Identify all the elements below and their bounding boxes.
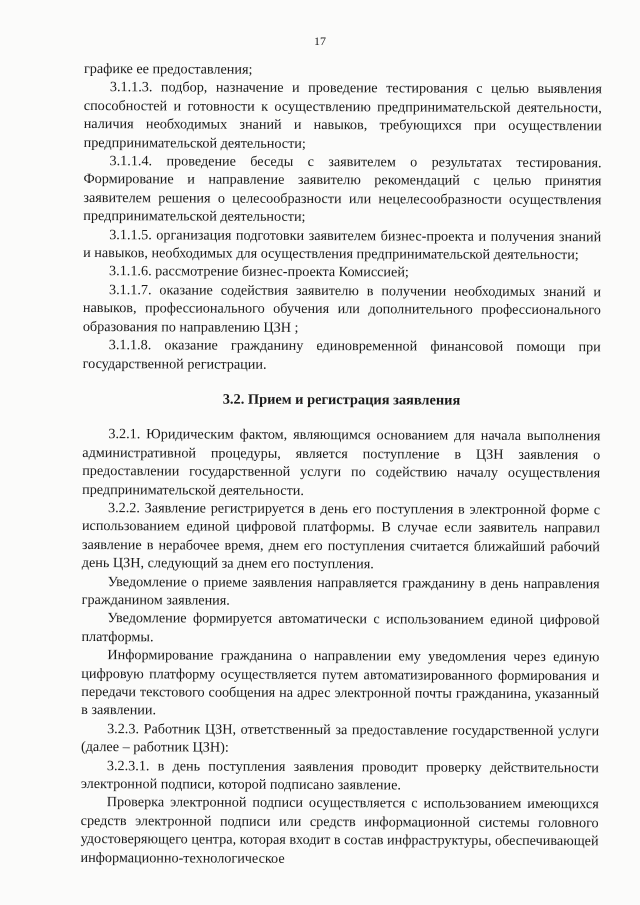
paragraph: Уведомление формируется автоматически с использованием единой цифровой платформы.	[81, 610, 600, 646]
paragraph: 3.1.1.4. проведение беседы с заявителем о результатах тестирования. Формирование и направление заявителю рекомендаций с целью принятия заявителем решения о целесообразности или нецелесообразности осуществления предпринимательской деятельности;	[83, 153, 602, 226]
page-number: 17	[314, 34, 326, 48]
document-body	[80, 60, 602, 869]
paragraph: 3.2.2. Заявление регистрируется в день его поступления в электронной форме с использованием единой цифровой платформы. В случае если заявитель направил заявление в нерабочее время, днем его поступления считается ближайший рабочий день ЦЗН, следующий за днем его поступления.	[81, 500, 601, 573]
paragraph: 3.1.1.3. подбор, назначение и проведение тестирования с целью выявления способностей и готовности к осуществлению предпринимательской деятельности, наличия необходимых знаний и навыков, требующихся при осуществлении предпринимательской деятельности;	[83, 79, 602, 152]
paragraph: графике ее предоставления;	[83, 60, 253, 78]
paragraph: Информирование гражданина о направлении ему уведомления через единую цифровую платформу осуществляется путем автоматизированного формирования и передачи текстового сообщения на адрес электронной почты гражданина, указанный в заявлении.	[81, 647, 600, 719]
paragraph: Проверка электронной подписи осуществляется с использованием имеющихся средств электронной подписи или средств информационной системы головного удостоверяющего центра, которая входит в состав инфраструктуры, обеспечивающей информационно-технологическое	[80, 794, 599, 867]
paragraph: 3.2.3. Работник ЦЗН, ответственный за предоставление государственной услуги (далее – работник ЦЗН):	[80, 720, 600, 756]
paragraph: 3.2.3.1. в день поступления заявления проводит проверку действительности электронной подписи, которой подписано заявление.	[80, 757, 599, 794]
paragraph: 3.2.1. Юридическим фактом, являющимся основанием для начала выполнения административной процедуры, является поступление в ЦЗН заявления о предоставлении государственной услуги по содействию началу осуществления предпринимательской деятельности.	[82, 426, 601, 499]
paragraph: 3.1.1.6. рассмотрение бизнес-проекта Комиссией;	[109, 263, 409, 281]
section-heading: 3.2. Прием и регистрация заявления	[222, 391, 461, 409]
paragraph: 3.1.1.8. оказание гражданину единовременной финансовой помощи при государственной регистрации.	[82, 337, 601, 373]
paragraph: Уведомление о приеме заявления направляется гражданину в день направления гражданином заявления.	[81, 573, 600, 609]
paragraph: 3.1.1.7. оказание содействия заявителю в получении необходимых знаний и навыков, профессионального обучения или дополнительного профессионального образования по направлению ЦЗН ;	[82, 281, 602, 336]
paragraph: 3.1.1.5. организация подготовки заявителем бизнес-проекта и получения знаний и навыков, необходимых для осуществления предпринимательской деятельности;	[83, 226, 602, 264]
